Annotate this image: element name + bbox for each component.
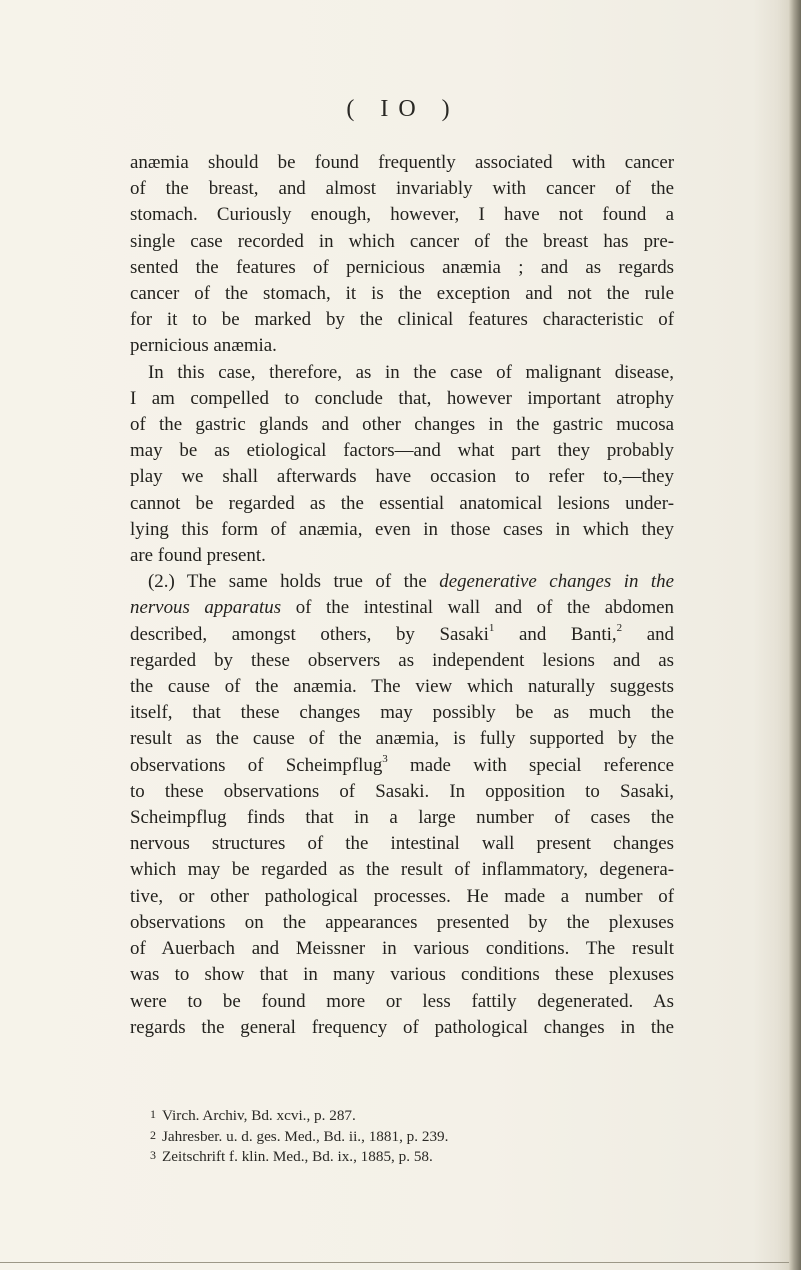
text-run: and Banti, <box>494 623 617 645</box>
text-line <box>130 569 674 595</box>
text-line: observations on the appearances presented by the plexuses <box>130 911 674 933</box>
text-line: itself, that these changes may possibly be as much the <box>130 702 674 724</box>
footnote-text: Jahresber. u. d. ges. Med., Bd. ii., 1881, p. 239. <box>162 1127 449 1145</box>
footnote-reference: 1 <box>488 622 495 635</box>
text-line: are found present. <box>130 545 266 567</box>
text-line: the cause of the anæmia. The view which naturally suggests <box>130 676 674 698</box>
text-line: for it to be marked by the clinical features characteristic of <box>130 309 674 331</box>
footnote <box>150 1127 690 1148</box>
footnotes <box>150 1106 690 1168</box>
text-line: regarded by these observers as independent lesions and as <box>130 649 674 671</box>
text-line <box>130 595 674 621</box>
text-line: lying this form of anæmia, even in those cases in which they <box>130 518 674 540</box>
italic-phrase: nervous apparatus <box>130 597 282 619</box>
text-line: of the breast, and almost invariably with cancer of the <box>130 178 674 200</box>
text-line: cannot be regarded as the essential anatomical lesions under- <box>130 492 674 514</box>
text-run: of the intestinal wall and of the abdomen <box>281 597 674 619</box>
text-line: anæmia should be found frequently associated with cancer <box>130 152 674 173</box>
text-line: may be as etiological factors—and what part they probably <box>130 440 674 462</box>
text-line: play we shall afterwards have occasion to refer to,—they <box>130 466 674 488</box>
text-line: nervous structures of the intestinal wall present changes <box>130 833 674 855</box>
page-bottom-edge <box>0 1262 789 1263</box>
page-binding-edge <box>789 0 801 1270</box>
italic-phrase: degenerative changes in the <box>439 571 674 593</box>
text-line: In this case, therefore, as in the case of malignant disease, <box>148 361 674 383</box>
text-line: was to show that in many various conditions these plexuses <box>130 964 674 986</box>
page-number: ( IO ) <box>346 96 460 122</box>
footnote-reference: 2 <box>616 622 623 635</box>
text-line: result as the cause of the anæmia, is fully supported by the <box>130 728 674 750</box>
footnote-reference: 3 <box>382 753 388 766</box>
text-line: cancer of the stomach, it is the exception and not the rule <box>130 283 674 305</box>
text-line: of Auerbach and Meissner in various conditions. The result <box>130 938 674 960</box>
text-line: single case recorded in which cancer of the breast has pre- <box>130 230 674 252</box>
footnote-text: Virch. Archiv, Bd. xcvi., p. 287. <box>162 1107 356 1124</box>
text-line: to these observations of Sasaki. In opposition to Sasaki, <box>130 780 674 802</box>
text-run: made with special reference <box>387 754 674 776</box>
text-line: which may be regarded as the result of inflammatory, degenera- <box>130 859 674 881</box>
text-run: observations of Scheimpflug <box>130 754 383 776</box>
footnote-marker: 2 <box>150 1127 156 1142</box>
text-line: pernicious anæmia. <box>130 335 277 357</box>
text-run: and <box>622 623 675 645</box>
text-line: were to be found more or less fattily degenerated. As <box>130 990 674 1012</box>
footnote-marker: 1 <box>150 1107 156 1121</box>
text-run: (2.) The same holds true of the <box>148 571 440 593</box>
footnote <box>150 1106 690 1127</box>
footnote-text: Zeitschrift f. klin. Med., Bd. ix., 1885, p. 58. <box>162 1148 433 1165</box>
text-line: stomach. Curiously enough, however, I have not found a <box>130 204 674 226</box>
text-line <box>130 622 674 648</box>
text-line: Scheimpflug finds that in a large number of cases the <box>130 807 674 829</box>
text-line <box>130 753 674 779</box>
text-line: of the gastric glands and other changes in the gastric mucosa <box>130 414 674 436</box>
text-line: I am compelled to conclude that, however important atrophy <box>130 387 674 409</box>
footnote-marker: 3 <box>150 1148 156 1162</box>
text-line: tive, or other pathological processes. He made a number of <box>130 885 674 907</box>
footnote <box>150 1147 690 1168</box>
text-line: regards the general frequency of pathological changes in the <box>130 1016 674 1038</box>
text-line: sented the features of pernicious anæmia ; and as regards <box>130 256 674 278</box>
body-text <box>130 150 674 1041</box>
text-run: described, amongst others, by Sasaki <box>130 623 489 645</box>
